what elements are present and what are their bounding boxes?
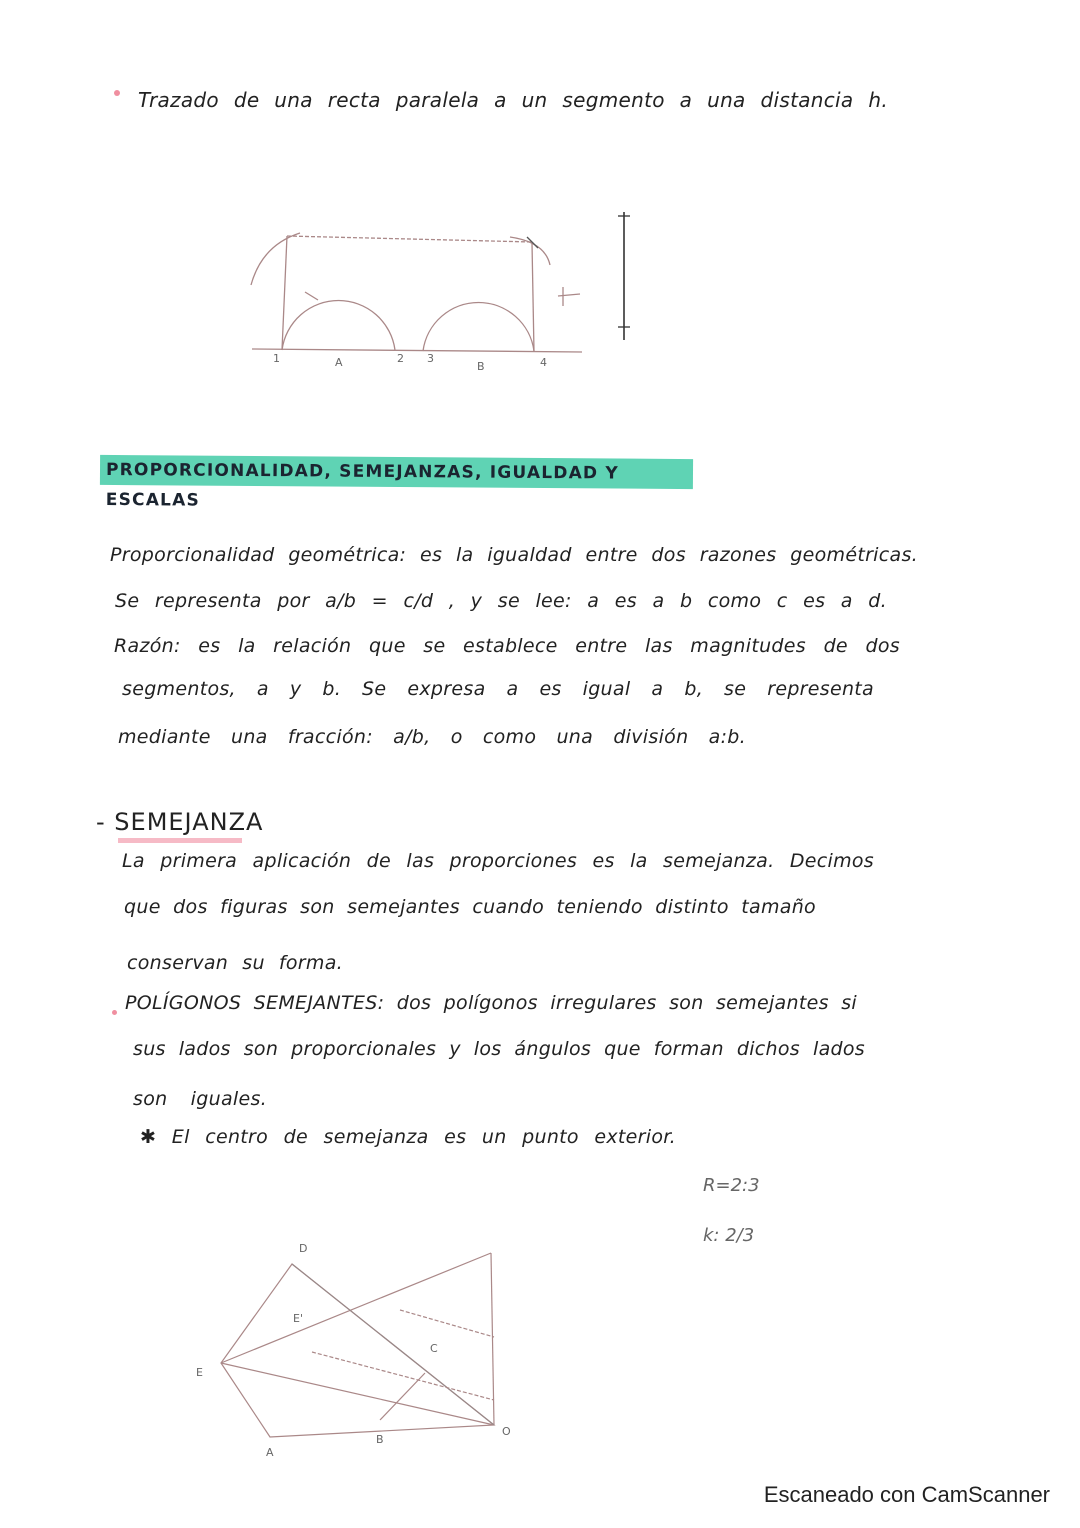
section-heading: PROPORCIONALIDAD, SEMEJANZAS, IGUALDAD Y ESCALAS xyxy=(100,455,693,489)
label-2: 2 xyxy=(397,352,404,365)
text-line: Proporcionalidad geométrica: es la igualdad entre dos razones geométricas. xyxy=(110,544,918,566)
note-line: ✱ El centro de semejanza es un punto exterior. xyxy=(140,1126,676,1148)
section-title-line: Trazado de una recta paralela a un segmento a una distancia h. xyxy=(138,88,888,112)
arc-left-top xyxy=(251,233,300,285)
label-4: 4 xyxy=(540,356,547,369)
text-line: conservan su forma. xyxy=(127,952,343,974)
label-b2: B xyxy=(376,1433,384,1446)
label-c: C xyxy=(430,1342,438,1355)
ratio-k: k: 2/3 xyxy=(703,1225,755,1246)
ratio-r: R=2:3 xyxy=(703,1175,760,1196)
subsection-title: - SEMEJANZA xyxy=(96,808,264,836)
text-line: sus lados son proporcionales y los ángulos que forman dichos lados xyxy=(133,1038,865,1060)
text-line: segmentos, a y b. Se expresa a es igual a b, se representa xyxy=(122,678,874,700)
scanner-watermark: Escaneado con CamScanner xyxy=(763,1482,1050,1507)
text-line: Razón: es la relación que se establece entre las magnitudes de dos xyxy=(114,635,900,657)
label-b: B xyxy=(477,360,485,373)
text-line: POLÍGONOS SEMEJANTES: dos polígonos irregulares son semejantes si xyxy=(125,992,857,1014)
bullet xyxy=(112,1010,117,1015)
label-d: D xyxy=(299,1242,308,1255)
label-o: O xyxy=(502,1425,511,1438)
text-line: La primera aplicación de las proporciones es la semejanza. Decimos xyxy=(122,850,874,872)
label-1: 1 xyxy=(273,352,280,365)
text-line: mediante una fracción: a/b, o como una división a:b. xyxy=(118,726,746,748)
label-e-prime: E' xyxy=(293,1312,303,1325)
perpendicular-right xyxy=(532,243,534,352)
label-a2: A xyxy=(266,1446,274,1459)
label-3: 3 xyxy=(427,352,434,365)
parallel-line xyxy=(287,236,532,242)
base-segment xyxy=(252,349,582,352)
title-underline xyxy=(118,838,242,843)
label-a: A xyxy=(335,356,343,369)
parallel-line-diagram xyxy=(251,212,630,352)
arc-a xyxy=(282,301,395,350)
arc-b xyxy=(423,302,534,351)
text-line: son iguales. xyxy=(133,1088,267,1110)
text-line: Se representa por a/b = c/d , y se lee: a es a b como c es a d. xyxy=(115,590,887,612)
polygon-original xyxy=(221,1264,494,1437)
text-line: que dos figuras son semejantes cuando teniendo distinto tamaño xyxy=(124,896,816,918)
label-e: E xyxy=(196,1366,203,1379)
parallel-diagram-labels xyxy=(273,352,547,373)
similarity-diagram xyxy=(221,1253,494,1437)
